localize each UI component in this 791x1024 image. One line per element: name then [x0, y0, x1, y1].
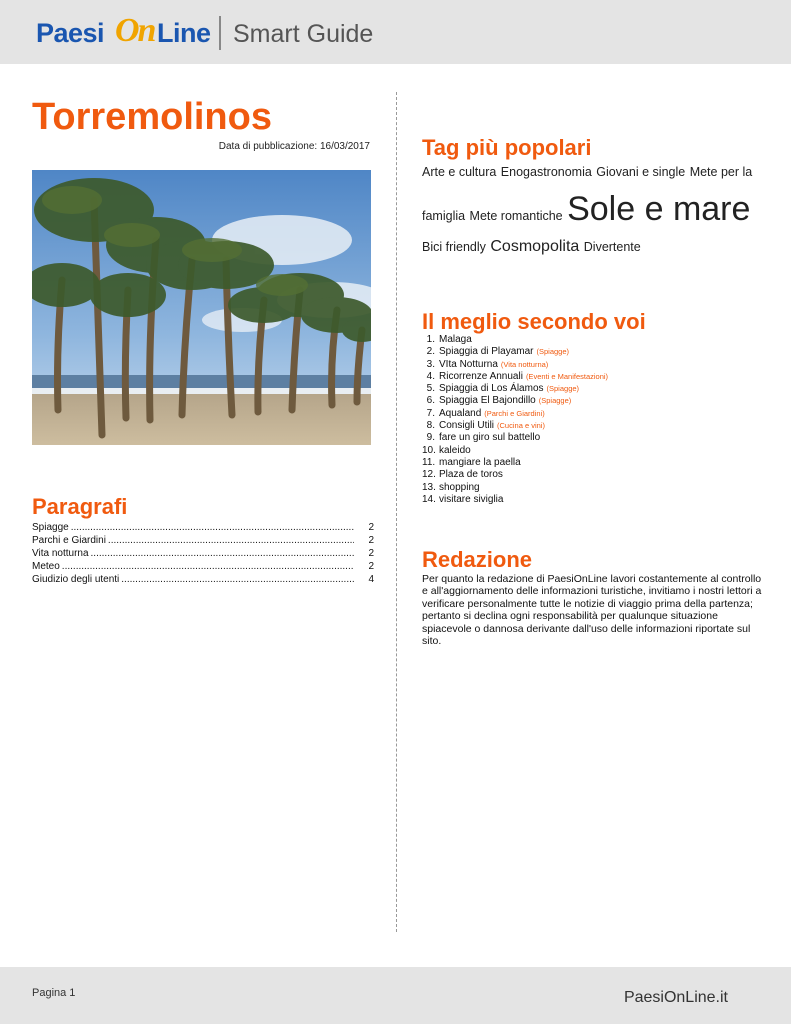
- best-of-name: mangiare la paella: [439, 456, 521, 468]
- header-title: Smart Guide: [233, 20, 374, 48]
- palm-beach-image: [32, 170, 371, 445]
- tag-link[interactable]: Cosmopolita: [490, 238, 580, 255]
- best-of-item[interactable]: [422, 457, 767, 469]
- best-of-number: 6.: [426, 395, 435, 407]
- toc-entry-page: 2: [368, 561, 374, 572]
- best-of-item[interactable]: [422, 420, 767, 432]
- best-of-category[interactable]: (Eventi e Manifestazioni): [525, 371, 609, 381]
- redazione-heading: Redazione: [422, 547, 533, 572]
- best-of-number: 10.: [422, 444, 436, 456]
- best-of-number: 4.: [426, 370, 435, 382]
- best-of-name: kaleido: [439, 444, 471, 456]
- best-of-item[interactable]: [422, 482, 767, 494]
- best-of-item[interactable]: [422, 359, 767, 371]
- toc-entry[interactable]: [32, 548, 374, 561]
- best-of-item[interactable]: [422, 346, 767, 358]
- best-of-name: fare un giro sul battello: [439, 432, 541, 444]
- best-of-number: 7.: [426, 407, 435, 419]
- toc-entry-label: Parchi e Giardini: [32, 535, 106, 546]
- best-of-item[interactable]: [422, 469, 767, 481]
- best-of-item[interactable]: [422, 371, 767, 383]
- best-of-item[interactable]: [422, 445, 767, 457]
- header-bar: [0, 0, 791, 64]
- toc-entry-page: 2: [368, 548, 374, 559]
- toc-leader: [62, 561, 354, 572]
- best-of-name: Malaga: [439, 334, 472, 345]
- tag-link[interactable]: Bici friendly: [422, 240, 486, 254]
- tag-link[interactable]: Sole e mare: [567, 190, 751, 228]
- best-of-name: Plaza de toros: [439, 469, 503, 481]
- toc-entry-label: Giudizio degli utenti: [32, 574, 120, 585]
- page-number: Pagina 1: [32, 987, 76, 999]
- meglio-heading: Il meglio secondo voi: [422, 309, 646, 334]
- tag-link[interactable]: Arte e cultura: [422, 165, 497, 179]
- publication-date: Data di pubblicazione: 16/03/2017: [218, 141, 370, 152]
- best-of-name: shopping: [439, 481, 480, 493]
- tag-link[interactable]: Mete per la famiglia: [422, 165, 753, 223]
- toc-entry-page: 2: [368, 522, 374, 533]
- toc-entry-page: 2: [368, 535, 374, 546]
- best-of-category[interactable]: (Vita notturna): [500, 359, 549, 369]
- best-of-number: 14.: [422, 493, 436, 505]
- best-of-item[interactable]: [422, 383, 767, 395]
- best-of-category[interactable]: (Spiagge): [536, 347, 570, 357]
- toc-entry[interactable]: [32, 535, 374, 548]
- column-divider: [396, 92, 397, 932]
- toc-leader: [91, 548, 354, 559]
- best-of-item[interactable]: [422, 408, 767, 420]
- best-of-number: 3.: [426, 358, 435, 370]
- best-of-number: 11.: [422, 456, 436, 468]
- tag-link[interactable]: Mete romantiche: [469, 209, 563, 223]
- best-of-number: 13.: [422, 481, 436, 493]
- tag-link[interactable]: Enogastronomia: [500, 165, 592, 179]
- tag-link[interactable]: Divertente: [583, 240, 641, 254]
- best-of-name: Ricorrenze Annuali: [439, 370, 523, 382]
- best-of-name: VIta Notturna: [439, 358, 498, 370]
- toc-entry[interactable]: [32, 561, 374, 574]
- best-of-number: 5.: [426, 383, 435, 395]
- best-of-category[interactable]: (Spiagge): [538, 396, 572, 406]
- redazione-disclaimer: Per quanto la redazione di PaesiOnLine lavori costantemente al controllo e all'aggiornamento delle informazioni turistiche, invitiamo i nostri lettori a verificare personalmente tutte le notizie di viaggio prima della partenza; pertanto si declina ogni responsabilità per qualunque situazione spiacevole o dannosa derivante dall'uso delle informazioni riportate sul sito.: [422, 573, 762, 648]
- best-of-number: 2.: [426, 346, 435, 358]
- toc-entry-page: 4: [368, 574, 374, 585]
- best-of-name: Consigli Utili: [439, 420, 495, 432]
- paragrafi-toc: [32, 522, 374, 587]
- destination-photo: [32, 170, 371, 445]
- best-of-list: [422, 334, 767, 506]
- toc-entry-label: Spiagge: [32, 522, 69, 533]
- toc-entry[interactable]: [32, 574, 374, 587]
- best-of-name: Aqualand: [439, 407, 482, 419]
- best-of-name: Spiaggia di Los Álamos: [439, 383, 544, 395]
- best-of-category[interactable]: (Cucina e vini): [497, 421, 545, 431]
- toc-leader: [108, 535, 354, 546]
- toc-entry-label: Meteo: [32, 561, 60, 572]
- best-of-name: Spiaggia di Playamar: [439, 346, 534, 358]
- page-title: Torremolinos: [32, 96, 272, 138]
- footer-bar: [0, 967, 791, 1024]
- best-of-item[interactable]: [422, 334, 767, 346]
- best-of-item[interactable]: [422, 432, 767, 444]
- tag-cloud: [422, 160, 767, 259]
- best-of-name: Spiaggia El Bajondillo: [439, 395, 536, 407]
- toc-entry-label: Vita notturna: [32, 548, 89, 559]
- best-of-category[interactable]: (Parchi e Giardini): [484, 408, 545, 418]
- best-of-category[interactable]: (Spiagge): [546, 384, 580, 394]
- tag-link[interactable]: Giovani e single: [596, 165, 686, 179]
- logo-text-paesi: Paesi: [36, 18, 105, 48]
- footer-site-link[interactable]: PaesiOnLine.it: [623, 989, 728, 1006]
- toc-leader: [121, 574, 354, 585]
- best-of-item[interactable]: [422, 395, 767, 407]
- paragrafi-heading: Paragrafi: [32, 494, 128, 519]
- header-separator: [219, 16, 221, 50]
- tags-heading: Tag più popolari: [422, 135, 592, 160]
- best-of-number: 8.: [426, 420, 435, 432]
- logo-text-line: Line: [157, 18, 211, 48]
- best-of-name: visitare siviglia: [439, 493, 504, 505]
- best-of-number: 1.: [426, 334, 435, 345]
- best-of-number: 9.: [426, 432, 435, 444]
- toc-leader: [71, 522, 354, 533]
- best-of-item[interactable]: [422, 494, 767, 506]
- toc-entry[interactable]: [32, 522, 374, 535]
- logo-text-on: On: [115, 12, 155, 49]
- best-of-number: 12.: [422, 469, 436, 481]
